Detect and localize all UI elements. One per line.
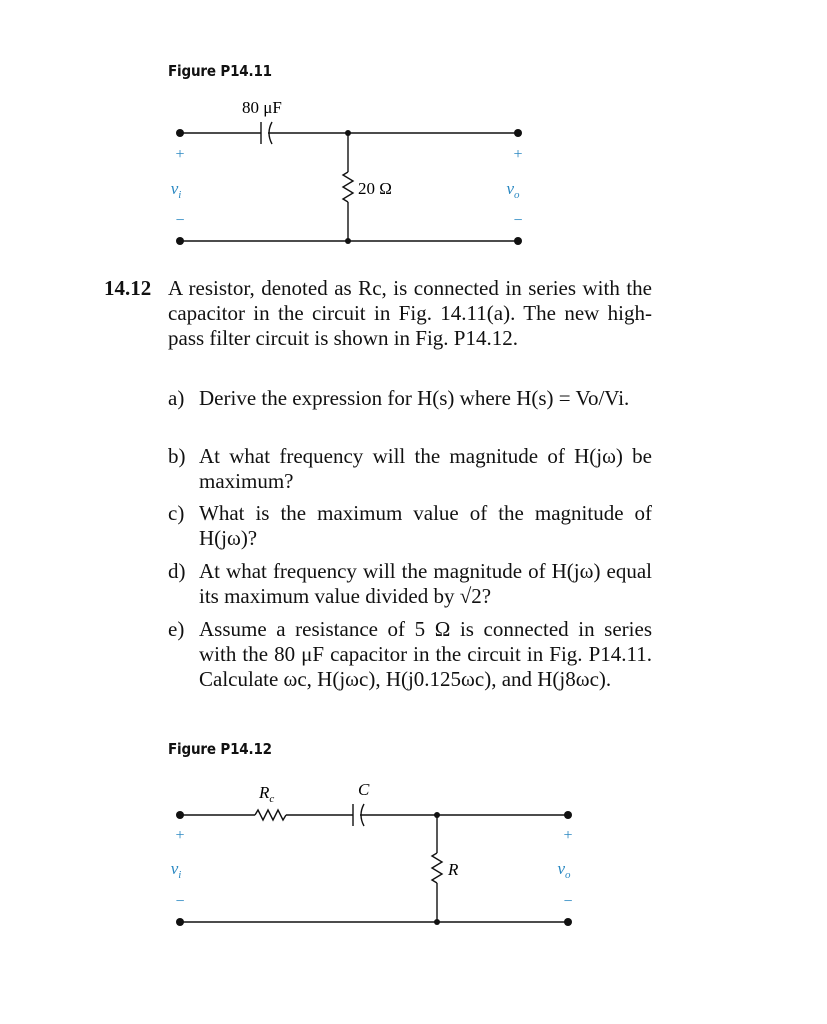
input-voltage-label-2: $v_i$: [170, 859, 182, 881]
node-junction-bottom-2: [434, 919, 440, 925]
part-a-label: a): [168, 386, 185, 410]
resistor-label: 20 Ω: [358, 179, 392, 198]
node-output-bottom-2: [564, 918, 572, 926]
output-voltage-label: $v_o$: [506, 179, 520, 201]
node-input-top-2: [176, 811, 184, 819]
capacitor-label: 80 μF: [242, 98, 282, 117]
part-a-text: Derive the expression for H(s) where H(s) = Vo/Vi.: [199, 386, 630, 410]
part-c-label: c): [168, 501, 185, 525]
input-plus-2: +: [175, 827, 185, 844]
output-plus: +: [513, 146, 523, 163]
shunt-resistor-label: R: [448, 860, 459, 879]
node-output-top-2: [564, 811, 572, 819]
output-minus-2: −: [563, 893, 573, 910]
figure-p14-12-caption: Figure P14.12: [168, 740, 272, 758]
input-plus: +: [175, 146, 185, 163]
input-minus-2: −: [175, 893, 185, 910]
part-b-text: At what frequency will the magnitude of H(jω) be maximum?: [199, 444, 652, 493]
node-junction-top-2: [434, 812, 440, 818]
part-c-text: What is the maximum value of the magnitude of H(jω)?: [199, 501, 652, 550]
problem-statement: A resistor, denoted as Rc, is connected in series with the capacitor in the circuit in Fig. 14.11(a). The new high-pass filter circuit is shown in Fig. P14.12.: [168, 276, 652, 350]
capacitor-label-2: C: [358, 780, 370, 799]
part-b-label: b): [168, 444, 186, 468]
part-e-text: Assume a resistance of 5 Ω is connected in series with the 80 μF capacitor in the circuit in Fig. P14.11. Calculate ωc, H(jωc), H(j0.125ωc), and H(j8ωc).: [199, 617, 652, 691]
part-e-label: e): [168, 617, 185, 641]
output-voltage-label-2: $v_o$: [557, 859, 571, 881]
output-plus-2: +: [563, 827, 573, 844]
node-input-bottom-2: [176, 918, 184, 926]
part-d-text: At what frequency will the magnitude of H(jω) equal its maximum value divided by √2?: [199, 559, 652, 608]
input-voltage-label: $v_i$: [170, 179, 182, 201]
input-minus: −: [175, 212, 185, 229]
part-d-label: d): [168, 559, 186, 583]
problem-number: 14.12: [104, 276, 152, 300]
series-resistor-label: $R_c$: [259, 783, 275, 805]
output-minus: −: [513, 212, 523, 229]
figure-p14-11-caption: Figure P14.11: [168, 62, 272, 80]
